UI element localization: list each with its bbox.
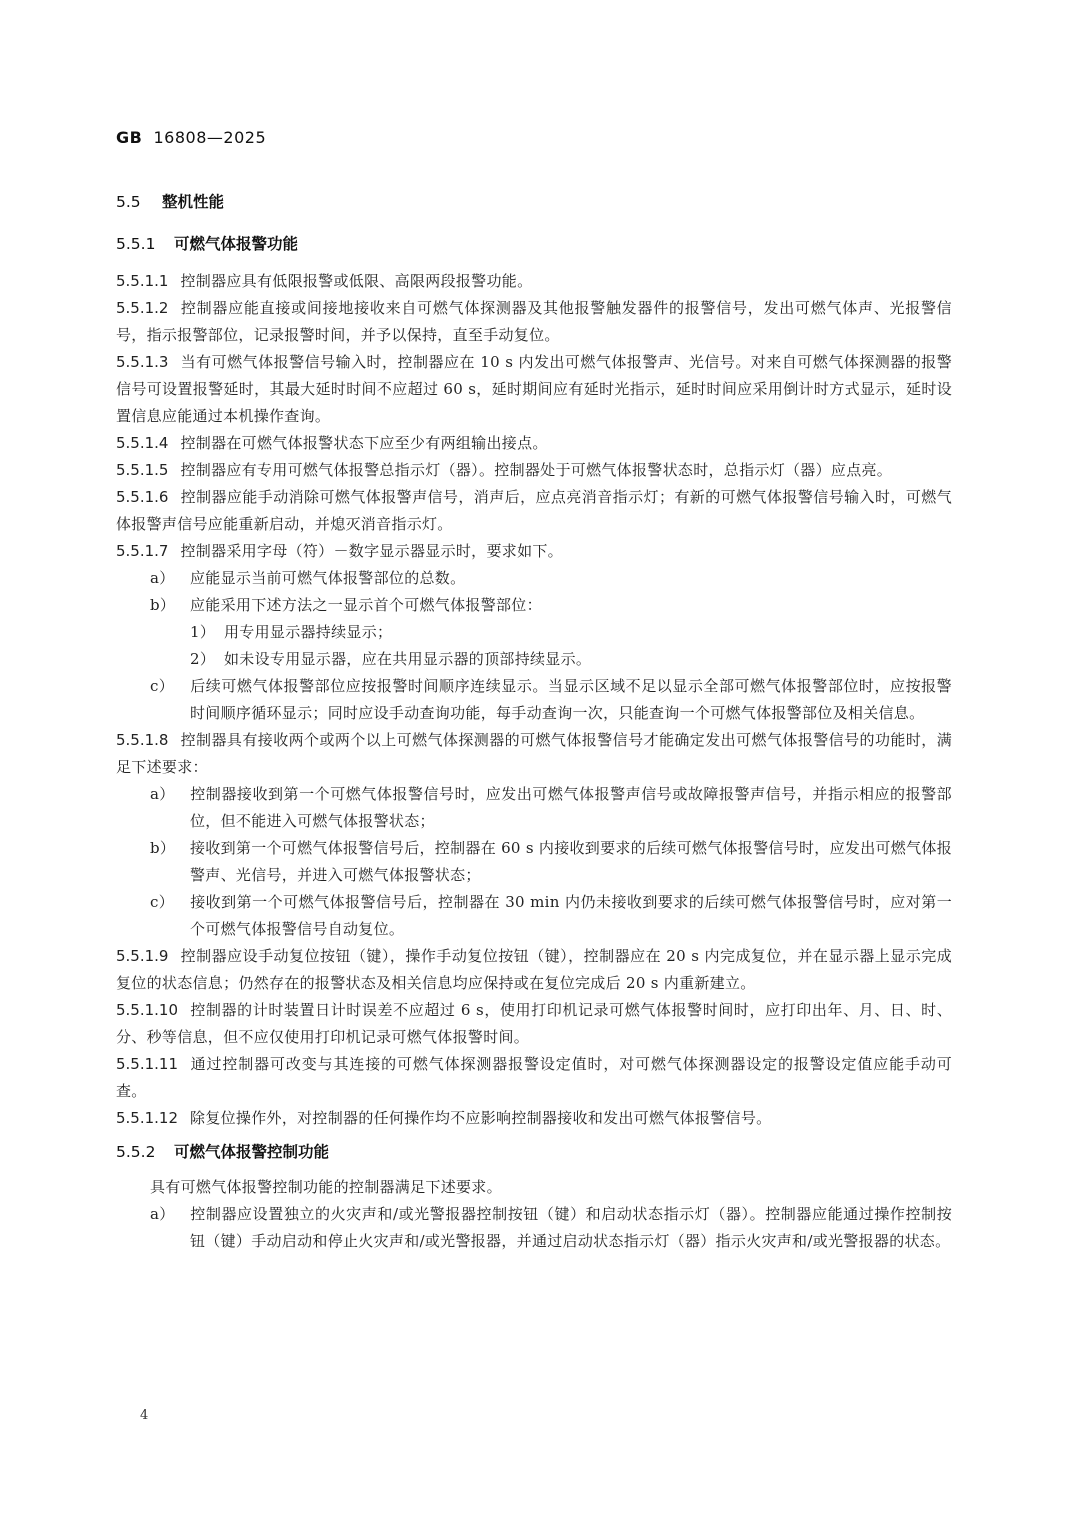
- clause-5-5-1-2: [116, 295, 952, 349]
- clause-number: 5.5.1.11: [116, 1055, 179, 1073]
- list-item: [116, 673, 952, 727]
- standard-id: [116, 128, 266, 147]
- clause-text: 控制器应能直接或间接地接收来自可燃气体探测器及其他报警触发器件的报警信号，发出可燃气体声、光报警信号，指示报警部位，记录报警时间，并予以保持，直至手动复位。: [116, 299, 952, 344]
- clause-text: 控制器具有接收两个或两个以上可燃气体探测器的可燃气体报警信号才能确定发出可燃气体报警信号的功能时，满足下述要求：: [116, 731, 952, 776]
- list-item: [116, 592, 952, 619]
- list-text: 应能显示当前可燃气体报警部位的总数。: [190, 569, 466, 587]
- subsection-intro: 具有可燃气体报警控制功能的控制器满足下述要求。: [150, 1178, 502, 1196]
- list-label: b）: [150, 596, 176, 614]
- list-label: b）: [150, 839, 176, 857]
- list-item: [116, 565, 952, 592]
- clause-5-5-1-7: [116, 538, 952, 565]
- section-number: 5.5: [116, 193, 141, 211]
- clause-5-5-1-6: [116, 484, 952, 538]
- list-text: 控制器应设置独立的火灾声和/或光警报器控制按钮（键）和启动状态指示灯（器）。控制器应能通过操作控制按钮（键）手动启动和停止火灾声和/或光警报器，并通过启动状态指示灯（器）指示火灾声和/或光警报器的状态。: [190, 1205, 952, 1250]
- sub-list-item: [116, 646, 952, 673]
- subsection-number: 5.5.2: [116, 1143, 156, 1161]
- subsection-title: 可燃气体报警控制功能: [174, 1143, 330, 1161]
- clause-number: 5.5.1.2: [116, 299, 169, 317]
- clause-number: 5.5.1.9: [116, 947, 169, 965]
- list-item: [116, 781, 952, 835]
- clause-number: 5.5.1.7: [116, 542, 169, 560]
- clause-5-5-1-8: [116, 727, 952, 781]
- clause-number: 5.5.1.12: [116, 1109, 179, 1127]
- document-body: [116, 190, 952, 1255]
- clause-number: 5.5.1.6: [116, 488, 169, 506]
- list-label: a）: [150, 1205, 175, 1223]
- clause-5-5-1-5: [116, 457, 952, 484]
- section-title: 整机性能: [162, 193, 225, 211]
- clause-number: 5.5.1.10: [116, 1001, 179, 1019]
- clause-number: 5.5.1.3: [116, 353, 169, 371]
- clause-text: 控制器应设手动复位按钮（键），操作手动复位按钮（键），控制器应在 20 s 内完成复位，并在显示器上显示完成复位的状态信息；仍然存在的报警状态及相关信息均应保持或在复位完成后 20 s 内重新建立。: [116, 947, 952, 992]
- section-heading: [116, 190, 952, 218]
- subsection-title: 可燃气体报警功能: [174, 235, 299, 253]
- list-label: 1）: [190, 623, 216, 641]
- list-label: 2）: [190, 650, 216, 668]
- subsection-heading-5-5-2: [116, 1140, 952, 1168]
- list-label: c）: [150, 677, 175, 695]
- clause-5-5-1-11: [116, 1051, 952, 1105]
- clause-number: 5.5.1.4: [116, 434, 169, 452]
- list-item: [116, 835, 952, 889]
- standard-prefix: GB: [116, 128, 143, 147]
- list-label: c）: [150, 893, 175, 911]
- list-label: a）: [150, 785, 175, 803]
- clause-text: 控制器采用字母（符）－数字显示器显示时，要求如下。: [180, 542, 563, 560]
- list-text: 用专用显示器持续显示；: [224, 623, 393, 641]
- clause-text: 控制器应能手动消除可燃气体报警声信号，消声后，应点亮消音指示灯；有新的可燃气体报警信号输入时，可燃气体报警声信号应能重新启动，并熄灭消音指示灯。: [116, 488, 952, 533]
- clause-5-5-1-9: [116, 943, 952, 997]
- clause-number: 5.5.1.5: [116, 461, 169, 479]
- clause-5-5-1-3: [116, 349, 952, 430]
- list-text: 如未设专用显示器，应在共用显示器的顶部持续显示。: [224, 650, 592, 668]
- clause-5-5-1-12: [116, 1105, 952, 1132]
- clause-text: 除复位操作外，对控制器的任何操作均不应影响控制器接收和发出可燃气体报警信号。: [190, 1109, 772, 1127]
- clause-text: 通过控制器可改变与其连接的可燃气体探测器报警设定值时，对可燃气体探测器设定的报警设定值应能手动可查。: [116, 1055, 952, 1100]
- list-item: [116, 1201, 952, 1255]
- list-text: 接收到第一个可燃气体报警信号后，控制器在 60 s 内接收到要求的后续可燃气体报警信号时，应发出可燃气体报警声、光信号，并进入可燃气体报警状态；: [190, 839, 952, 884]
- clause-number: 5.5.1.8: [116, 731, 169, 749]
- clause-text: 当有可燃气体报警信号输入时，控制器应在 10 s 内发出可燃气体报警声、光信号。对来自可燃气体探测器的报警信号可设置报警延时，其最大延时时间不应超过 60 s，延时期间应有延时光指示，延时时间应采用倒计时方式显示，延时设置信息应能通过本机操作查询。: [116, 353, 952, 425]
- clause-5-5-1-4: [116, 430, 952, 457]
- clause-5-5-1-10: [116, 997, 952, 1051]
- clause-text: 控制器在可燃气体报警状态下应至少有两组输出接点。: [180, 434, 548, 452]
- sub-list-item: [116, 619, 952, 646]
- standard-number: 16808—2025: [153, 128, 267, 147]
- clause-text: 控制器应有专用可燃气体报警总指示灯（器）。控制器处于可燃气体报警状态时，总指示灯（器）应点亮。: [180, 461, 893, 479]
- list-text: 应能采用下述方法之一显示首个可燃气体报警部位：: [190, 596, 542, 614]
- list-item: [116, 889, 952, 943]
- subsection-number: 5.5.1: [116, 235, 156, 253]
- subsection-heading-5-5-1: [116, 232, 952, 260]
- clause-number: 5.5.1.1: [116, 272, 169, 290]
- clause-text: 控制器的计时装置日计时误差不应超过 6 s，使用打印机记录可燃气体报警时间时，应打印出年、月、日、时、分、秒等信息，但不应仅使用打印机记录可燃气体报警时间。: [116, 1001, 952, 1046]
- list-label: a）: [150, 569, 175, 587]
- list-text: 接收到第一个可燃气体报警信号后，控制器在 30 min 内仍未接收到要求的后续可燃气体报警信号时，应对第一个可燃气体报警信号自动复位。: [190, 893, 952, 938]
- list-text: 控制器接收到第一个可燃气体报警信号时，应发出可燃气体报警声信号或故障报警声信号，并指示相应的报警部位，但不能进入可燃气体报警状态；: [190, 785, 952, 830]
- clause-5-5-1-1: [116, 268, 952, 295]
- list-text: 后续可燃气体报警部位应按报警时间顺序连续显示。当显示区域不足以显示全部可燃气体报警部位时，应按报警时间顺序循环显示；同时应设手动查询功能，每手动查询一次，只能查询一个可燃气体报警部位及相关信息。: [190, 677, 952, 722]
- clause-text: 控制器应具有低限报警或低限、高限两段报警功能。: [180, 272, 533, 290]
- page-number: 4: [140, 1408, 149, 1423]
